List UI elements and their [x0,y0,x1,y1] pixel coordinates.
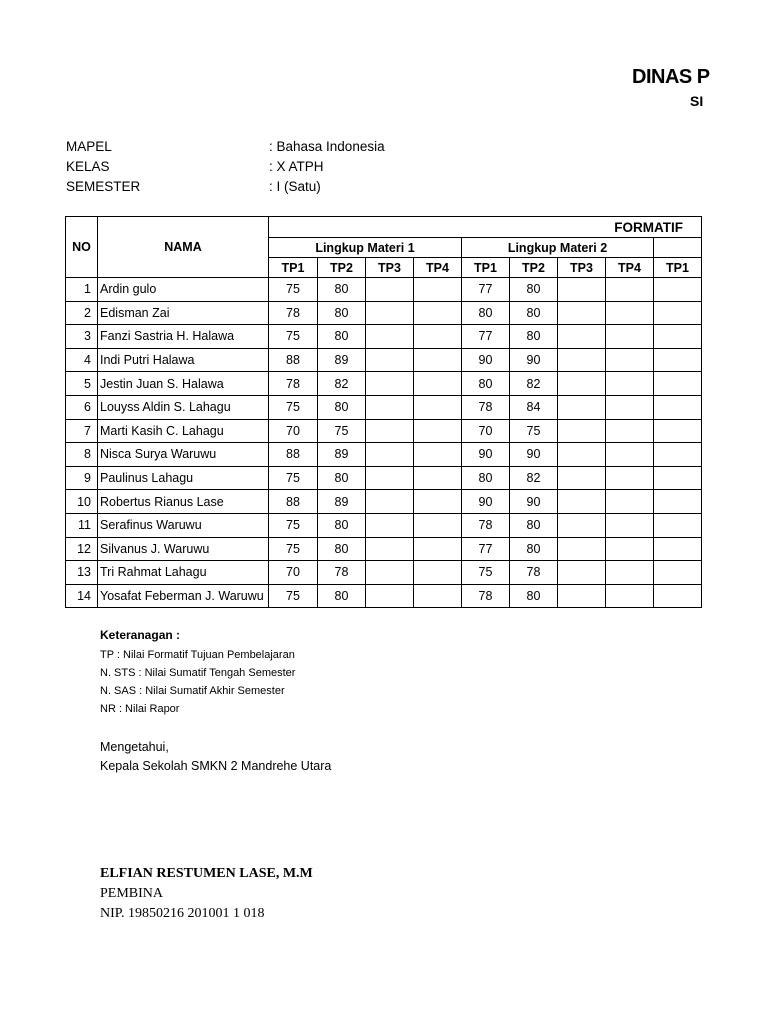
score-cell: 75 [269,278,318,302]
score-cell: 90 [462,348,510,372]
lingkup-materi-3-header [654,238,702,258]
tp-header: TP3 [558,258,606,278]
score-cell: 75 [269,537,318,561]
student-name: Paulinus Lahagu [98,466,269,490]
score-cell: 78 [318,561,366,585]
grades-body [66,278,702,608]
student-name: Tri Rahmat Lahagu [98,561,269,585]
student-name: Robertus Rianus Lase [98,490,269,514]
signer-position: Kepala Sekolah SMKN 2 Mandrehe Utara [100,759,332,773]
student-name: Fanzi Sastria H. Halawa [98,325,269,349]
score-cell [654,513,702,537]
score-cell [654,584,702,608]
score-cell [366,466,414,490]
score-cell: 82 [318,372,366,396]
student-name: Louyss Aldin S. Lahagu [98,395,269,419]
info-label: SEMESTER [66,179,141,194]
score-cell [366,348,414,372]
row-number: 5 [66,372,98,396]
page-subtitle: SI [690,93,704,109]
info-value: : Bahasa Indonesia [269,139,385,154]
table-row [66,490,702,514]
score-cell [366,490,414,514]
score-cell: 75 [269,325,318,349]
score-cell [606,490,654,514]
score-cell: 80 [318,301,366,325]
student-name: Marti Kasih C. Lahagu [98,419,269,443]
score-cell [606,372,654,396]
score-cell [606,513,654,537]
row-number: 2 [66,301,98,325]
score-cell [366,325,414,349]
score-cell [654,372,702,396]
score-cell [654,348,702,372]
score-cell: 75 [269,513,318,537]
score-cell: 75 [269,395,318,419]
student-name: Edisman Zai [98,301,269,325]
score-cell: 77 [462,325,510,349]
score-cell [414,419,462,443]
table-row [66,301,702,325]
table-row [66,325,702,349]
table-row [66,561,702,585]
table-row [66,419,702,443]
table-row [66,278,702,302]
row-number: 7 [66,419,98,443]
page-title: DINAS P [632,66,710,88]
student-name: Silvanus J. Waruwu [98,537,269,561]
table-row [66,513,702,537]
score-cell: 70 [462,419,510,443]
signer-name: ELFIAN RESTUMEN LASE, M.M [100,866,313,881]
score-cell [414,490,462,514]
score-cell [606,278,654,302]
row-number: 14 [66,584,98,608]
score-cell [654,325,702,349]
score-cell [414,348,462,372]
score-cell [558,278,606,302]
score-cell: 80 [462,301,510,325]
score-cell: 80 [510,537,558,561]
score-cell [654,537,702,561]
score-cell: 90 [510,348,558,372]
info-label: KELAS [66,159,110,174]
score-cell [558,513,606,537]
row-number: 13 [66,561,98,585]
signer-nip: NIP. 19850216 201001 1 018 [100,906,265,921]
score-cell [366,513,414,537]
student-name: Jestin Juan S. Halawa [98,372,269,396]
score-cell [654,278,702,302]
tp-header: TP2 [318,258,366,278]
score-cell [606,348,654,372]
signature-block [100,738,331,776]
column-header-nama: NAMA [98,217,269,278]
score-cell [606,561,654,585]
score-cell [558,325,606,349]
note-line: N. SAS : Nilai Sumatif Akhir Semester [100,685,285,697]
score-cell [654,301,702,325]
row-number: 6 [66,395,98,419]
score-cell: 80 [510,513,558,537]
score-cell: 89 [318,443,366,467]
score-cell: 75 [318,419,366,443]
score-cell: 80 [318,584,366,608]
score-cell [366,278,414,302]
table-row [66,584,702,608]
score-cell: 78 [462,395,510,419]
score-cell: 84 [510,395,558,419]
score-cell: 70 [269,561,318,585]
tp-header: TP4 [414,258,462,278]
score-cell [558,443,606,467]
score-cell: 77 [462,537,510,561]
note-line: N. STS : Nilai Sumatif Tengah Semester [100,667,296,679]
score-cell: 80 [318,466,366,490]
score-cell [654,561,702,585]
score-cell [654,466,702,490]
score-cell: 78 [462,584,510,608]
score-cell: 75 [269,466,318,490]
row-number: 10 [66,490,98,514]
table-row [66,372,702,396]
score-cell: 88 [269,443,318,467]
score-cell: 89 [318,490,366,514]
score-cell [414,301,462,325]
score-cell: 90 [510,490,558,514]
tp-header: TP1 [269,258,318,278]
score-cell [558,372,606,396]
score-cell [606,584,654,608]
row-number: 9 [66,466,98,490]
tp-header: TP1 [462,258,510,278]
score-cell: 77 [462,278,510,302]
notes [100,628,295,718]
score-cell: 80 [510,584,558,608]
score-cell [366,419,414,443]
formatif-header: FORMATIF [269,217,702,238]
score-cell [366,395,414,419]
score-cell [654,443,702,467]
score-cell [558,301,606,325]
score-cell: 80 [318,513,366,537]
score-cell: 82 [510,466,558,490]
score-cell: 88 [269,490,318,514]
score-cell [606,301,654,325]
score-cell [414,325,462,349]
score-cell: 78 [510,561,558,585]
score-cell [558,419,606,443]
row-number: 12 [66,537,98,561]
score-cell [606,466,654,490]
score-cell: 80 [318,325,366,349]
score-cell [606,537,654,561]
score-cell: 75 [510,419,558,443]
notes-title: Keteranagan : [100,628,181,642]
student-name: Yosafat Feberman J. Waruwu [98,584,269,608]
score-cell [654,419,702,443]
score-cell: 90 [462,443,510,467]
score-cell [558,348,606,372]
lingkup-materi-1-header: Lingkup Materi 1 [269,238,462,258]
score-cell: 88 [269,348,318,372]
score-cell [606,395,654,419]
score-cell [414,584,462,608]
tp-header: TP1 [654,258,702,278]
student-name: Nisca Surya Waruwu [98,443,269,467]
score-cell [414,537,462,561]
score-cell: 80 [462,466,510,490]
score-cell: 82 [510,372,558,396]
info-value: : X ATPH [269,159,324,174]
table-row [66,466,702,490]
grades-table [65,216,702,608]
score-cell: 75 [462,561,510,585]
score-cell [366,372,414,396]
score-cell: 80 [510,325,558,349]
score-cell [654,395,702,419]
note-line: NR : Nilai Rapor [100,703,180,715]
signer-rank: PEMBINA [100,886,164,901]
student-name: Serafinus Waruwu [98,513,269,537]
score-cell [366,301,414,325]
score-cell: 80 [318,395,366,419]
score-cell: 70 [269,419,318,443]
score-cell: 80 [462,372,510,396]
score-cell: 80 [510,278,558,302]
score-cell: 78 [269,301,318,325]
tp-header: TP4 [606,258,654,278]
score-cell: 78 [462,513,510,537]
mengetahui-text: Mengetahui, [100,740,169,754]
score-cell [414,372,462,396]
score-cell [558,537,606,561]
score-cell [414,561,462,585]
score-cell: 80 [318,537,366,561]
note-line: TP : Nilai Formatif Tujuan Pembelajaran [100,649,295,661]
column-header-no: NO [66,217,98,278]
score-cell [654,490,702,514]
table-row [66,395,702,419]
score-cell: 80 [318,278,366,302]
student-name: Indi Putri Halawa [98,348,269,372]
score-cell [606,443,654,467]
lingkup-materi-2-header: Lingkup Materi 2 [462,238,654,258]
score-cell: 78 [269,372,318,396]
score-cell [366,584,414,608]
student-name: Ardin gulo [98,278,269,302]
score-cell [558,490,606,514]
score-cell [414,443,462,467]
score-cell: 75 [269,584,318,608]
tp-header: TP2 [510,258,558,278]
score-cell [414,513,462,537]
score-cell [558,466,606,490]
score-cell [606,419,654,443]
tp-header: TP3 [366,258,414,278]
score-cell [366,537,414,561]
score-cell [414,395,462,419]
row-number: 8 [66,443,98,467]
info-label: MAPEL [66,139,112,154]
row-number: 4 [66,348,98,372]
row-number: 1 [66,278,98,302]
score-cell [366,443,414,467]
score-cell [606,325,654,349]
score-cell: 90 [510,443,558,467]
table-row [66,443,702,467]
score-cell [558,561,606,585]
score-cell [558,584,606,608]
score-cell: 80 [510,301,558,325]
info-value: : I (Satu) [269,179,321,194]
row-number: 11 [66,513,98,537]
score-cell [414,278,462,302]
table-row [66,348,702,372]
score-cell [558,395,606,419]
table-row [66,537,702,561]
score-cell [414,466,462,490]
row-number: 3 [66,325,98,349]
score-cell [366,561,414,585]
score-cell: 89 [318,348,366,372]
score-cell: 90 [462,490,510,514]
